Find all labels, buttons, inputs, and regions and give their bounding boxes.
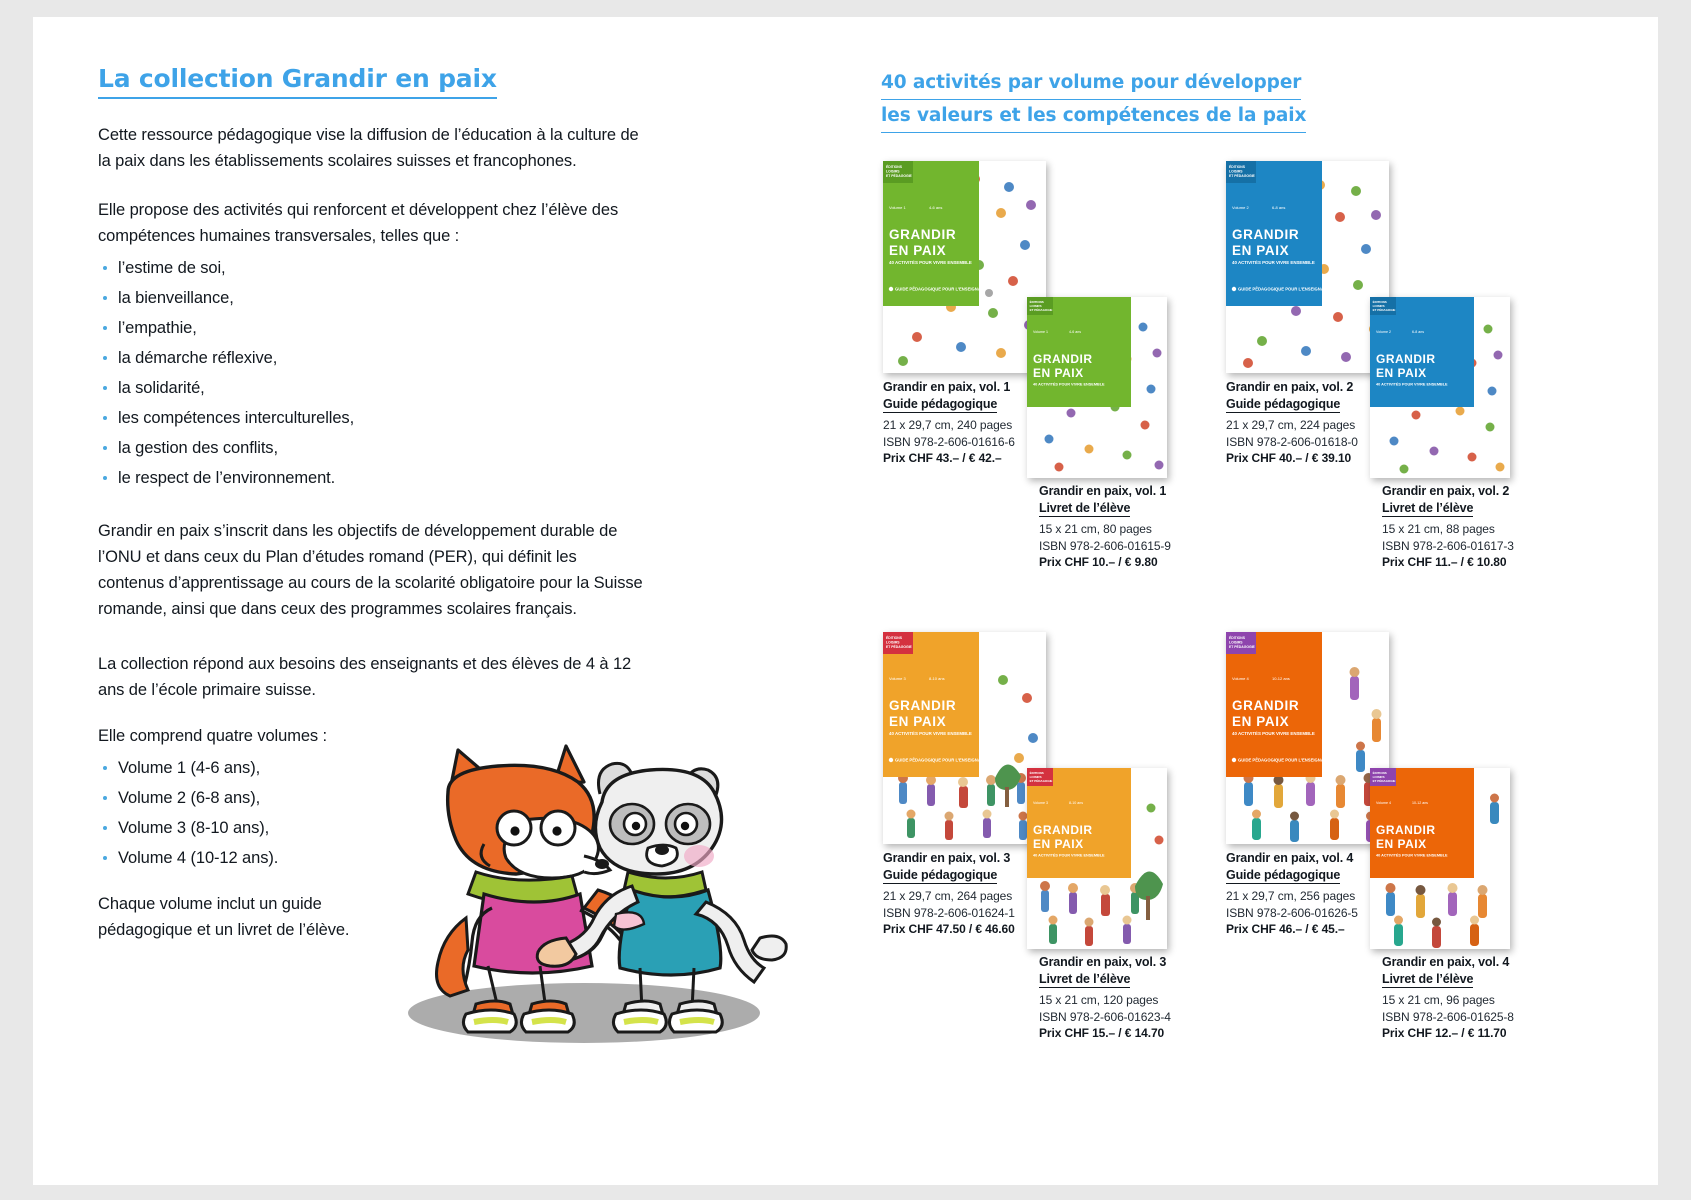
svg-text:ÉDITIONS: ÉDITIONS	[886, 636, 903, 640]
svg-text:8-10 ans: 8-10 ans	[929, 676, 945, 681]
caption-body	[1382, 521, 1567, 571]
caption-price: Prix CHF 15.– / € 14.70	[1039, 1026, 1165, 1040]
page-canvas	[33, 17, 1658, 1185]
caption-body	[1226, 417, 1411, 467]
cover-art-vol1-guide	[883, 161, 1046, 373]
svg-text:8-10 ans: 8-10 ans	[1069, 801, 1083, 805]
list-item: la bienveillance,	[98, 285, 643, 311]
product-caption-vol1-guide	[883, 379, 1068, 467]
fox-and-panda-svg	[388, 732, 788, 1052]
svg-text:GRANDIR: GRANDIR	[889, 698, 957, 713]
svg-text:GRANDIR: GRANDIR	[1376, 823, 1436, 837]
caption-subtitle: Guide pédagogique	[883, 867, 997, 885]
list-item: l’empathie,	[98, 315, 643, 341]
svg-text:ET PÉDAGOGIE: ET PÉDAGOGIE	[1029, 308, 1053, 312]
caption-isbn: ISBN 978-2-606-01615-9	[1039, 538, 1171, 553]
book-cover-vol1-guide[interactable]	[883, 161, 1046, 373]
svg-text:GRANDIR: GRANDIR	[1232, 698, 1300, 713]
list-item: Volume 3 (8-10 ans),	[98, 815, 643, 841]
caption-title-line: Grandir en paix, vol. 1	[883, 380, 1011, 394]
svg-text:Volume 1: Volume 1	[1033, 330, 1048, 334]
svg-text:ET PÉDAGOGIE: ET PÉDAGOGIE	[1229, 645, 1255, 650]
svg-text:40 ACTIVITÉS POUR VIVRE ENSEMB: 40 ACTIVITÉS POUR VIVRE ENSEMBLE	[1376, 382, 1448, 387]
caption-subtitle: Guide pédagogique	[883, 396, 997, 414]
svg-text:GUIDE PÉDAGOGIQUE POUR L’ENSEI: GUIDE PÉDAGOGIQUE POUR L’ENSEIGNANT	[1238, 757, 1330, 763]
svg-text:EN PAIX: EN PAIX	[889, 243, 947, 258]
svg-text:40 ACTIVITÉS POUR VIVRE ENSEMB: 40 ACTIVITÉS POUR VIVRE ENSEMBLE	[1232, 731, 1315, 736]
caption-format: 21 x 29,7 cm, 256 pages	[1226, 889, 1356, 903]
product-quadrant-vol1	[881, 157, 1281, 637]
svg-text:Volume 4: Volume 4	[1232, 676, 1249, 681]
caption-body	[1382, 992, 1567, 1042]
caption-format: 21 x 29,7 cm, 264 pages	[883, 889, 1013, 903]
svg-text:10-12 ans: 10-12 ans	[1412, 801, 1428, 805]
product-quadrant-vol4	[1224, 628, 1624, 1108]
product-caption-vol2-livret	[1382, 483, 1567, 571]
caption-subtitle: Guide pédagogique	[1226, 867, 1340, 885]
cover-art-vol2-guide	[1226, 161, 1389, 373]
caption-title-line: Grandir en paix, vol. 2	[1382, 484, 1510, 498]
svg-text:ÉDITIONS: ÉDITIONS	[1372, 771, 1387, 775]
svg-text:ET PÉDAGOGIE: ET PÉDAGOGIE	[1372, 308, 1396, 312]
list-item: Volume 2 (6-8 ans),	[98, 785, 643, 811]
svg-text:ET PÉDAGOGIE: ET PÉDAGOGIE	[1229, 174, 1255, 179]
caption-title	[1039, 954, 1224, 988]
caption-format: 15 x 21 cm, 80 pages	[1039, 522, 1152, 536]
product-caption-vol4-guide	[1226, 850, 1411, 938]
svg-text:40 ACTIVITÉS POUR VIVRE ENSEMB: 40 ACTIVITÉS POUR VIVRE ENSEMBLE	[889, 731, 972, 736]
caption-title	[883, 850, 1068, 884]
svg-text:EN PAIX: EN PAIX	[1376, 366, 1427, 380]
svg-text:ET PÉDAGOGIE: ET PÉDAGOGIE	[1029, 779, 1053, 783]
product-grid	[881, 157, 1671, 1117]
besoins-paragraph: La collection répond aux besoins des enseignants et des élèves de 4 à 12 ans de l’école primaire suisse.	[98, 654, 632, 699]
caption-body	[1039, 992, 1224, 1042]
caption-price: Prix CHF 11.– / € 10.80	[1382, 555, 1507, 569]
caption-title	[1039, 483, 1224, 517]
caption-title-line: Grandir en paix, vol. 4	[1382, 955, 1510, 969]
svg-text:GRANDIR: GRANDIR	[889, 227, 957, 242]
svg-text:ÉDITIONS: ÉDITIONS	[886, 165, 903, 169]
svg-text:GRANDIR: GRANDIR	[1033, 352, 1093, 366]
svg-text:ÉDITIONS: ÉDITIONS	[1029, 300, 1044, 304]
svg-text:Volume 1: Volume 1	[889, 205, 906, 210]
guide-paragraph: Chaque volume inclut un guide pédagogique et un livret de l’élève.	[98, 894, 350, 939]
svg-text:4-6 ans: 4-6 ans	[929, 205, 943, 210]
list-item: Volume 4 (10-12 ans).	[98, 845, 643, 871]
caption-isbn: ISBN 978-2-606-01623-4	[1039, 1009, 1171, 1024]
product-caption-vol3-guide	[883, 850, 1068, 938]
svg-text:EN PAIX: EN PAIX	[1232, 714, 1290, 729]
caption-title-line: Grandir en paix, vol. 3	[1039, 955, 1167, 969]
caption-title	[883, 379, 1068, 413]
caption-format: 15 x 21 cm, 88 pages	[1382, 522, 1495, 536]
caption-body	[1039, 521, 1224, 571]
cover-art-vol3-guide	[883, 632, 1046, 844]
product-caption-vol1-livret	[1039, 483, 1224, 571]
svg-text:40 ACTIVITÉS POUR VIVRE ENSEMB: 40 ACTIVITÉS POUR VIVRE ENSEMBLE	[1232, 260, 1315, 265]
caption-format: 21 x 29,7 cm, 224 pages	[1226, 418, 1356, 432]
caption-format: 15 x 21 cm, 120 pages	[1039, 993, 1159, 1007]
cover-art-vol4-guide	[1226, 632, 1389, 844]
caption-body	[883, 417, 1068, 467]
book-cover-vol4-guide[interactable]	[1226, 632, 1389, 844]
caption-title-line: Grandir en paix, vol. 3	[883, 851, 1011, 865]
svg-text:40 ACTIVITÉS POUR VIVRE ENSEMB: 40 ACTIVITÉS POUR VIVRE ENSEMBLE	[1033, 853, 1105, 858]
caption-isbn: ISBN 978-2-606-01616-6	[883, 434, 1015, 449]
svg-text:Volume 2: Volume 2	[1376, 330, 1391, 334]
svg-text:LOISIRS: LOISIRS	[1029, 304, 1042, 308]
caption-price: Prix CHF 12.– / € 11.70	[1382, 1026, 1507, 1040]
svg-text:ET PÉDAGOGIE: ET PÉDAGOGIE	[1372, 779, 1396, 783]
list-item: l’estime de soi,	[98, 255, 643, 281]
caption-format: 21 x 29,7 cm, 240 pages	[883, 418, 1013, 432]
svg-text:LOISIRS: LOISIRS	[1229, 169, 1243, 174]
svg-text:EN PAIX: EN PAIX	[1033, 837, 1084, 851]
book-cover-vol2-guide[interactable]	[1226, 161, 1389, 373]
svg-text:6-8 ans: 6-8 ans	[1412, 330, 1424, 334]
page-title: La collection Grandir en paix	[98, 65, 497, 99]
svg-text:LOISIRS: LOISIRS	[1029, 775, 1042, 779]
product-caption-vol4-livret	[1382, 954, 1567, 1042]
intro-paragraph-1: Cette ressource pédagogique vise la diffusion de l’éducation à la culture de la paix dans les établissements scolaires suisses et francophones.	[98, 125, 639, 170]
svg-text:GUIDE PÉDAGOGIQUE POUR L’ENSEI: GUIDE PÉDAGOGIQUE POUR L’ENSEIGNANT	[895, 757, 987, 763]
caption-price: Prix CHF 10.– / € 9.80	[1039, 555, 1158, 569]
svg-text:40 ACTIVITÉS POUR VIVRE ENSEMB: 40 ACTIVITÉS POUR VIVRE ENSEMBLE	[889, 260, 972, 265]
svg-text:GUIDE PÉDAGOGIQUE POUR L’ENSEI: GUIDE PÉDAGOGIQUE POUR L’ENSEIGNANT	[895, 286, 987, 292]
caption-body	[883, 888, 1068, 938]
right-column	[881, 67, 1641, 133]
svg-text:EN PAIX: EN PAIX	[1232, 243, 1290, 258]
caption-title-line: Grandir en paix, vol. 1	[1039, 484, 1167, 498]
svg-text:40 ACTIVITÉS POUR VIVRE ENSEMB: 40 ACTIVITÉS POUR VIVRE ENSEMBLE	[1376, 853, 1448, 858]
svg-text:10-12 ans: 10-12 ans	[1272, 676, 1290, 681]
svg-text:40 ACTIVITÉS POUR VIVRE ENSEMB: 40 ACTIVITÉS POUR VIVRE ENSEMBLE	[1033, 382, 1105, 387]
right-headline-line-2: les valeurs et les compétences de la paix	[881, 100, 1306, 133]
caption-title-line: Grandir en paix, vol. 4	[1226, 851, 1354, 865]
mascots-illustration	[388, 732, 788, 1052]
caption-title	[1226, 850, 1411, 884]
caption-title	[1382, 954, 1567, 988]
svg-text:ET PÉDAGOGIE: ET PÉDAGOGIE	[886, 174, 912, 179]
svg-text:LOISIRS: LOISIRS	[886, 169, 900, 174]
product-quadrant-vol2	[1224, 157, 1624, 637]
svg-text:GRANDIR: GRANDIR	[1232, 227, 1300, 242]
caption-subtitle: Livret de l’élève	[1382, 971, 1473, 989]
svg-text:ÉDITIONS: ÉDITIONS	[1229, 165, 1246, 169]
caption-isbn: ISBN 978-2-606-01625-8	[1382, 1009, 1514, 1024]
list-item: le respect de l’environnement.	[98, 465, 643, 491]
caption-isbn: ISBN 978-2-606-01617-3	[1382, 538, 1514, 553]
product-quadrant-vol3	[881, 628, 1281, 1108]
svg-text:LOISIRS: LOISIRS	[886, 640, 900, 645]
product-caption-vol3-livret	[1039, 954, 1224, 1042]
caption-price: Prix CHF 43.– / € 42.–	[883, 451, 1002, 465]
svg-text:LOISIRS: LOISIRS	[1372, 304, 1385, 308]
caption-title	[1382, 483, 1567, 517]
caption-price: Prix CHF 47.50 / € 46.60	[883, 922, 1015, 936]
list-item: la solidarité,	[98, 375, 643, 401]
caption-subtitle: Livret de l’élève	[1039, 971, 1130, 989]
list-item: Volume 1 (4-6 ans),	[98, 755, 643, 781]
right-headline-line-1: 40 activités par volume pour développer	[881, 67, 1301, 100]
right-headline	[881, 67, 1641, 133]
caption-subtitle: Guide pédagogique	[1226, 396, 1340, 414]
svg-text:GRANDIR: GRANDIR	[1376, 352, 1436, 366]
svg-text:Volume 3: Volume 3	[889, 676, 906, 681]
svg-text:EN PAIX: EN PAIX	[1033, 366, 1084, 380]
caption-format: 15 x 21 cm, 96 pages	[1382, 993, 1495, 1007]
svg-text:6-8 ans: 6-8 ans	[1272, 205, 1286, 210]
svg-text:LOISIRS: LOISIRS	[1372, 775, 1385, 779]
svg-text:Volume 3: Volume 3	[1033, 801, 1048, 805]
svg-text:LOISIRS: LOISIRS	[1229, 640, 1243, 645]
caption-title	[1226, 379, 1411, 413]
svg-text:ÉDITIONS: ÉDITIONS	[1229, 636, 1246, 640]
caption-price: Prix CHF 46.– / € 45.–	[1226, 922, 1345, 936]
caption-isbn: ISBN 978-2-606-01618-0	[1226, 434, 1358, 449]
intro-paragraph-2: Elle propose des activités qui renforcent et développent chez l’élève des compétences humaines transversales, telles que :	[98, 200, 619, 245]
product-caption-vol2-guide	[1226, 379, 1411, 467]
svg-text:EN PAIX: EN PAIX	[889, 714, 947, 729]
svg-text:ÉDITIONS: ÉDITIONS	[1029, 771, 1044, 775]
svg-text:GRANDIR: GRANDIR	[1033, 823, 1093, 837]
svg-text:ET PÉDAGOGIE: ET PÉDAGOGIE	[886, 645, 912, 650]
list-item: la démarche réflexive,	[98, 345, 643, 371]
caption-body	[1226, 888, 1411, 938]
svg-text:EN PAIX: EN PAIX	[1376, 837, 1427, 851]
list-item: la gestion des conflits,	[98, 435, 643, 461]
svg-text:Volume 2: Volume 2	[1232, 205, 1249, 210]
caption-price: Prix CHF 40.– / € 39.10	[1226, 451, 1352, 465]
svg-text:GUIDE PÉDAGOGIQUE POUR L’ENSEI: GUIDE PÉDAGOGIQUE POUR L’ENSEIGNANT	[1238, 286, 1330, 292]
caption-isbn: ISBN 978-2-606-01626-5	[1226, 905, 1358, 920]
per-paragraph: Grandir en paix s’inscrit dans les objectifs de développement durable de l’ONU et dans ceux du Plan d’études romand (PER), qui définit les contenus d’apprentissage au cours de la scolarité obligatoire pour la Suisse romande, ainsi que dans ceux des programmes scolaires français.	[98, 521, 643, 618]
caption-isbn: ISBN 978-2-606-01624-1	[883, 905, 1015, 920]
svg-text:Volume 4: Volume 4	[1376, 801, 1391, 805]
caption-subtitle: Livret de l’élève	[1382, 500, 1473, 518]
volumes-intro: Elle comprend quatre volumes :	[98, 726, 328, 745]
caption-title-line: Grandir en paix, vol. 2	[1226, 380, 1354, 394]
book-cover-vol3-guide[interactable]	[883, 632, 1046, 844]
caption-subtitle: Livret de l’élève	[1039, 500, 1130, 518]
competences-list	[98, 255, 643, 491]
list-item: les compétences interculturelles,	[98, 405, 643, 431]
svg-text:ÉDITIONS: ÉDITIONS	[1372, 300, 1387, 304]
svg-text:4-6 ans: 4-6 ans	[1069, 330, 1081, 334]
